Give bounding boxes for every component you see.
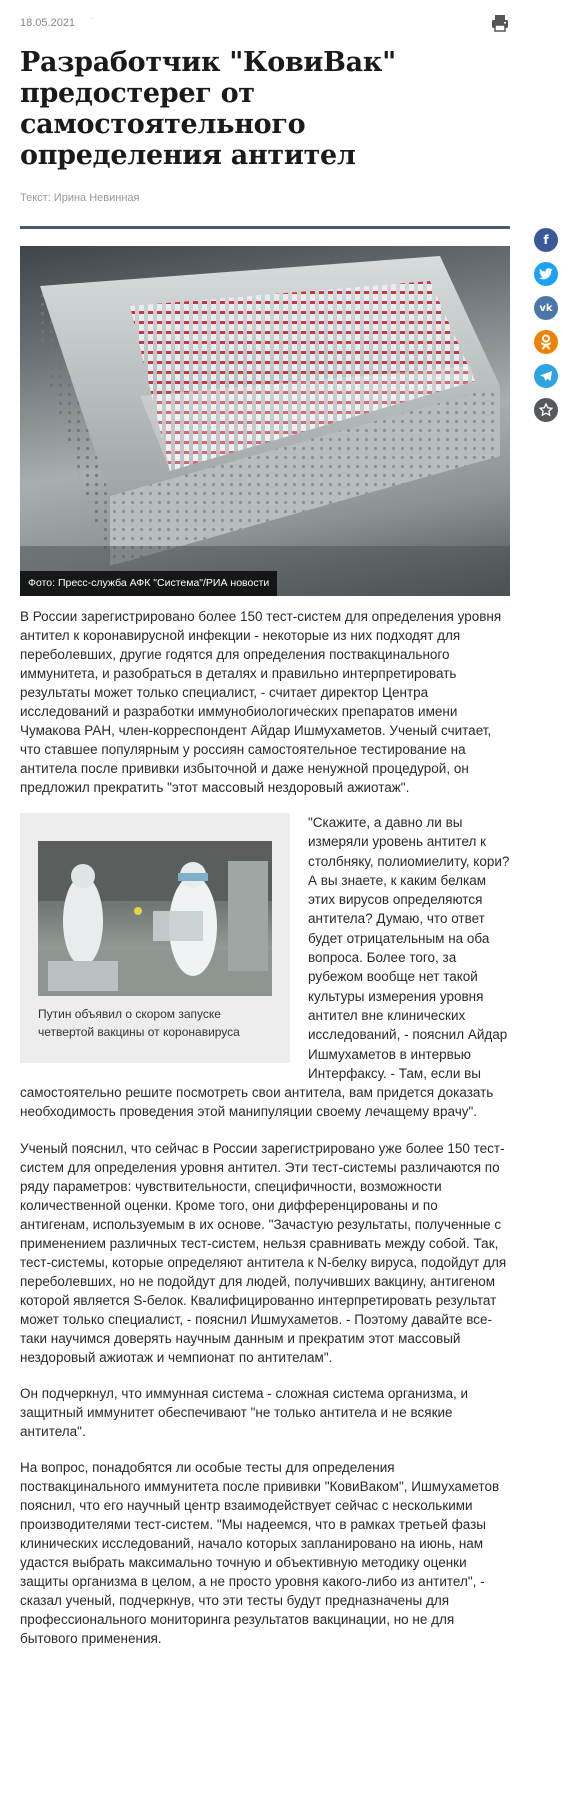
facebook-icon: f	[543, 233, 549, 247]
ok-share-button[interactable]	[534, 330, 558, 354]
star-icon	[539, 403, 553, 417]
twitter-share-button[interactable]	[534, 262, 558, 286]
paragraph-1: В России зарегистрировано более 150 тест-систем для определения уровня антител к коронавирусной инфекции - некоторые из них подходят для переболевших, другие годятся для определения поствакцинального иммунитета, и разобраться в деталях и правильно интерпретировать результаты может только специалист, - считает директор Центра исследований и разработки иммунобиологических препаратов имени Чумакова РАН, член-корреспондент Айдар Ишмухаметов. Ученый считает, что ставшее популярным у россиян самостоятельное тестирование на антитела после прививки избыточной и даже ненужной процедурой, он предложил прекратить "этот массовый нездоровый ажиотаж".	[20, 609, 502, 795]
lab-workers-illustration	[38, 841, 272, 996]
vk-share-button[interactable]	[534, 296, 558, 320]
vk-icon: vk	[539, 302, 553, 314]
facebook-share-button[interactable]	[534, 228, 558, 252]
paragraph-3: Ученый пояснил, что сейчас в России зарегистрировано уже более 150 тест-систем для определения уровня антител. Эти тест-системы различаются по ряду параметров: чувствительности, специфичности, возможности количественной оценки. Кроме того, они дифференцированы и по антигенам, используемым в их основе. "Зачастую результаты, полученные с применением различных тест-систем, нельзя сравнивать между собой. Так, тест-системы, которые определяют антитела к N-белку вируса, подойдут для переболевших, но не подойдут для людей, получивших вакцину, антигеном которой является S-белок. Квалифицированно интерпретировать результат может только специалист, - пояснил Ишмухаметов. - Поэтому давайте все-таки научимся доверять научным данным и прекратим этот массовый нездоровый ажиотаж и чемпионат по антителам".	[20, 1140, 507, 1365]
paragraph-4: Он подчеркнул, что иммунная система - сложная система организма, и защитный иммунитет обеспечивают "не только антитела и не всякие антитела".	[20, 1385, 469, 1439]
hero-photo	[20, 246, 510, 596]
share-bar	[534, 228, 560, 432]
bookmark-button[interactable]	[534, 398, 558, 422]
article	[20, 0, 510, 1648]
photo-caption: Фото: Пресс-служба АФК "Система"/РИА новости	[20, 571, 277, 596]
print-icon[interactable]	[490, 13, 510, 33]
title-divider	[20, 226, 510, 229]
telegram-share-button[interactable]	[534, 364, 558, 388]
article-topbar	[20, 13, 510, 37]
telegram-icon	[539, 370, 553, 382]
publish-date: 18.05.2021	[20, 17, 76, 29]
related-article-photo[interactable]	[38, 841, 272, 996]
article-author: Текст: Ирина Невинная	[20, 192, 140, 204]
related-article-caption[interactable]: Путин объявил о скором запуске четвертой вакцины от коронавируса	[38, 1007, 240, 1039]
article-title: Разработчик "КовиВак" предостерег от самостоятельного определения антител	[20, 47, 396, 171]
related-article-card[interactable]	[20, 813, 290, 1063]
vials-tray-illustration	[20, 246, 510, 596]
paragraph-5: На вопрос, понадобятся ли особые тесты для определения поствакцинального иммунитета после прививки "КовиВаком", Ишмухаметов пояснил, что его научный центр взаимодействует сейчас с несколькими производителями тест-систем. "Мы надеемся, что в рамках третьей фазы клинических исследований, начало которых запланировано на июнь, нам удастся выбрать максимально точную и объективную методику оценки защиты организма в целом, а не просто уровня какого-либо из антител", - сказал ученый, подчеркнув, что эти тесты будут предназначены для профессионального мониторинга результатов вакцинации, но не для бытового применения.	[20, 1459, 500, 1646]
odnoklassniki-icon	[540, 334, 552, 350]
paragraph-2: "Скажите, а давно ли вы измеряли уровень антител к столбняку, полиомиелиту, кори? А вы знаете, к каким белкам этих вирусов определяются антитела? Думаю, что ответ будет отрицательным на оба вопроса. Более того, за рубежом вообще нет такой культуры измерения уровня антител вне клинических исследований, - пояснил Айдар Ишмухаметов в интервью Интерфаксу. - Там, если вы самостоятельно решите посмотреть свои антитела, вам придется доказать необходимость проведения этой манипуляции своему лечащему врачу".	[20, 815, 510, 1120]
twitter-icon	[539, 268, 553, 280]
separator-dot: ·	[90, 14, 93, 23]
related-article-block	[20, 813, 510, 1122]
